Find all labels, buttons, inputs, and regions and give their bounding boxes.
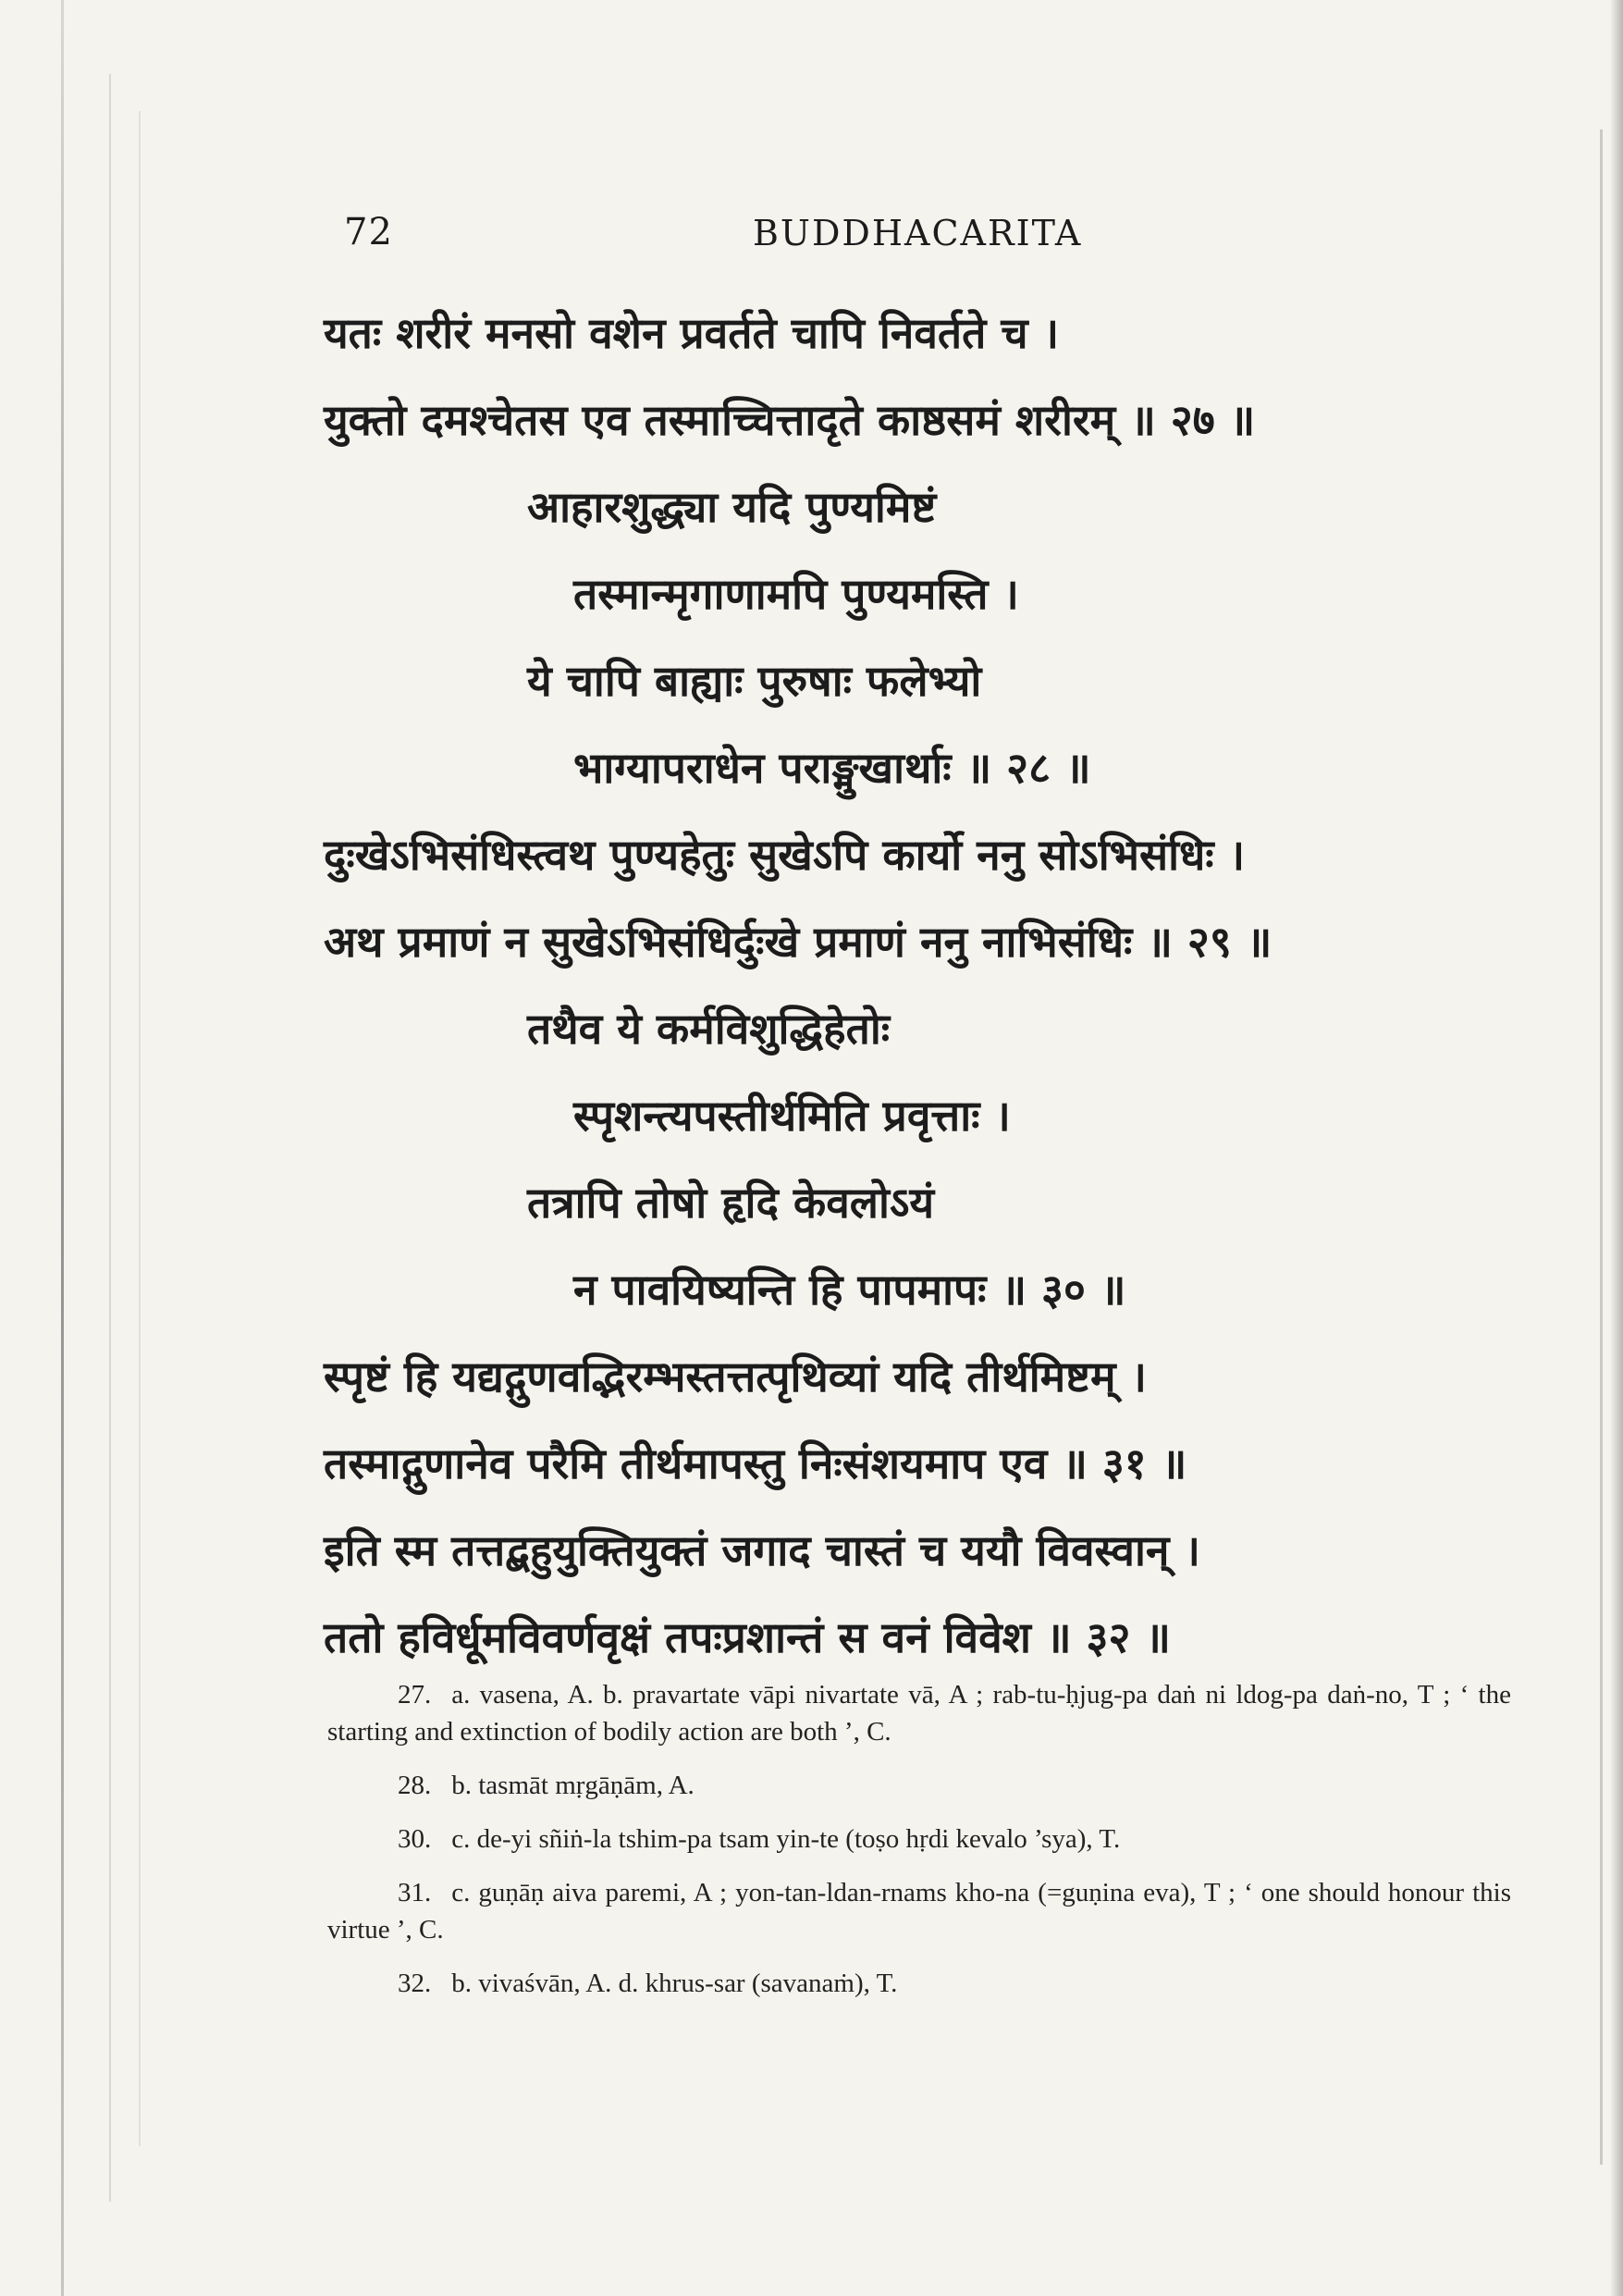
footnote-text: c. guṇāṇ aiva paremi, A ; yon-tan-ldan-rnams kho-na (=guṇina eva), T ; ‘ one should honour this virtue ’, C.: [327, 1878, 1511, 1944]
verse-line: तथैव ये कर्मविशुद्धिहेतोः: [527, 1004, 891, 1054]
verse-line: यतः शरीरं मनसो वशेन प्रवर्तते चापि निवर्तते च ।: [324, 308, 1060, 358]
binding-line: [109, 74, 111, 2202]
verse-line: तस्माद्गुणानेव परैमि तीर्थमापस्तु निःसंशयमाप एव ॥ ३१ ॥: [324, 1438, 1187, 1488]
verse-line: भाग्यापराधेन पराङ्मुखार्थाः ॥ २८ ॥: [573, 743, 1091, 793]
page-number: 72: [344, 211, 393, 253]
verse-line: आहारशुद्ध्या यदि पुण्यमिष्टं: [527, 482, 937, 532]
running-title: BUDDHACARITA: [753, 213, 1083, 253]
footnote-number: 32.: [398, 1969, 432, 1998]
verse-line: ये चापि बाह्याः पुरुषाः फलेभ्यो: [527, 656, 982, 706]
page-header: [344, 211, 1269, 266]
page-edge-shadow: [1610, 0, 1623, 2296]
verse-line: दुःखेऽभिसंधिस्त्वथ पुण्यहेतुः सुखेऽपि कार्यो ननु सोऽभिसंधिः ।: [324, 830, 1246, 880]
footnote: [327, 1767, 1511, 1804]
footnote-text: b. tasmāt mṛgāṇām, A.: [451, 1771, 695, 1800]
footnote: [327, 1821, 1511, 1858]
verse-line: तस्मान्मृगाणामपि पुण्यमस्ति ।: [573, 569, 1019, 619]
verse-line: अथ प्रमाणं न सुखेऽभिसंधिर्दुःखे प्रमाणं ननु नाभिसंधिः ॥ २९ ॥: [324, 917, 1273, 967]
footnote-number: 27.: [398, 1680, 432, 1710]
footnote-number: 31.: [398, 1878, 432, 1907]
footnote-text: a. vasena, A. b. pravartate vāpi nivartate vā, A ; rab-tu-ḥjug-pa daṅ ni ldog-pa daṅ-no, T ; ‘ the starting and extinction of bodily action are both ’, C.: [327, 1680, 1511, 1747]
binding-line: [139, 111, 141, 2146]
footnote-number: 30.: [398, 1824, 432, 1854]
footnote: [327, 1676, 1511, 1750]
footnotes: [327, 1676, 1511, 2018]
footnote-number: 28.: [398, 1771, 432, 1800]
verse-line: ततो हविर्धूमविवर्णवृक्षं तपःप्रशान्तं स वनं विवेश ॥ ३२ ॥: [324, 1612, 1171, 1662]
verse-line: न पावयिष्यन्ति हि पापमापः ॥ ३० ॥: [573, 1265, 1126, 1315]
verse-line: इति स्म तत्तद्बहुयुक्तियुक्तं जगाद चास्तं च ययौ विवस्वान् ।: [324, 1525, 1200, 1575]
footnote-text: c. de-yi sñiṅ-la tshim-pa tsam yin-te (toṣo hṛdi kevalo ’sya), T.: [451, 1824, 1121, 1854]
binding-shadow: [61, 0, 64, 2296]
footnote-text: b. vivaśvān, A. d. khrus-sar (savanaṁ), T.: [451, 1969, 898, 1998]
verse-line: स्पृष्टं हि यद्यद्गुणवद्भिरम्भस्तत्तत्पृथिव्यां यदि तीर्थमिष्टम् ।: [324, 1352, 1147, 1401]
verse-line: स्पृशन्त्यपस्तीर्थमिति प्रवृत्ताः ।: [573, 1091, 1011, 1141]
footnote: [327, 1965, 1511, 2002]
verse-line: युक्तो दमश्चेतस एव तस्माच्चित्तादृते काष्ठसमं शरीरम् ॥ २७ ॥: [324, 395, 1256, 445]
footnote: [327, 1874, 1511, 1948]
verse-line: तत्रापि तोषो हृदि केवलोऽयं: [527, 1178, 935, 1228]
page-edge-line: [1600, 130, 1603, 2165]
